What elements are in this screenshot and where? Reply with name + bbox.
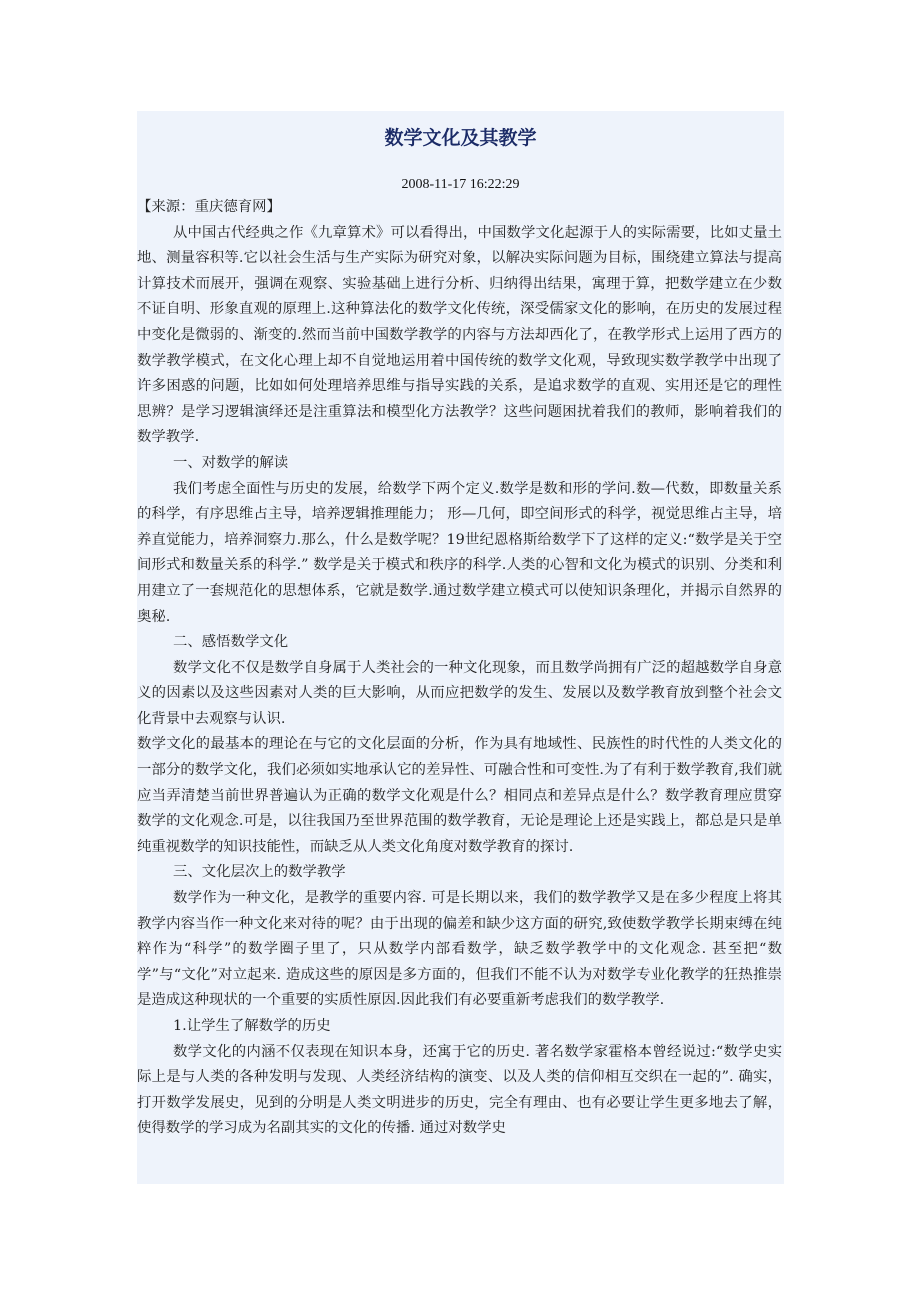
paragraph-theory: 数学文化的最基本的理论在与它的文化层面的分析，作为具有地域性、民族性的时代性的人类文化的一部分的数学文化，我们必须如实地承认它的差异性、可融合性和可变性.为了有利于数学教育,我们就应当弄清楚当前世界普遍认为正确的数学文化观是什么？相同点和差异点是什么？数学教育理应贯穿数学的文化观念.可是，以往我国乃至世界范围的数学教育，无论是理论上还是实践上，都总是只是单纯重视数学的知识技能性，而缺乏从人类文化角度对数学教育的探讨.	[137, 736, 782, 855]
section-heading-3: 三、文化层次上的数学教学	[173, 864, 346, 881]
paragraph-teaching: 数学作为一种文化，是教学的重要内容. 可是长期以来，我们的数学教学又是在多少程度上将其教学内容当作一种文化来对待的呢？由于出现的偏差和缺少这方面的研究,致使数学教学长期束缚在纯粹作为“科学”的数学圈子里了，只从数学内部看数学，缺乏数学教学中的文化观念. 甚至把“数学”与“文化”对立起来. 造成这些的原因是多方面的，但我们不能不认为对数学专业化教学的狂热推崇是造成这种现状的一个重要的实质性原因.因此我们有必要重新考虑我们的数学教学.	[137, 890, 782, 1009]
paragraph-culture: 数学文化不仅是数学自身属于人类社会的一种文化现象，而且数学尚拥有广泛的超越数学自身意义的因素以及这些因素对人类的巨大影响，从而应把数学的发生、发展以及数学教育放到整个社会文化背景中去观察与认识.	[137, 659, 782, 727]
paragraph-definition: 我们考虑全面性与历史的发展，给数学下两个定义.数学是数和形的学问.数—代数，即数量关系的科学，有序思维占主导，培养逻辑推理能力； 形—几何，即空间形式的科学，视觉思维占主导，培养直觉能力，培养洞察力.那么，什么是数学呢？19世纪恩格斯给数学下了这样的定义:“数学是关于空间形式和数量关系的科学.” 数学是关于模式和秩序的科学.人类的心智和文化为模式的识别、分类和利用建立了一套规范化的思想体系，它就是数学.通过数学建立模式可以使知识条理化，并揭示自然界的奥秘.	[137, 480, 782, 625]
paragraph-intro: 从中国古代经典之作《九章算术》可以看得出，中国数学文化起源于人的实际需要，比如丈量土地、测量容积等.它以社会生活与生产实际为研究对象，以解决实际问题为目标，围绕建立算法与提高计算技术而展开，强调在观察、实验基础上进行分析、归纳得出结果，寓理于算，把数学建立在少数不证自明、形象直观的原理上.这种算法化的数学文化传统，深受儒家文化的影响，在历史的发展过程中变化是微弱的、渐变的.然而当前中国数学教学的内容与方法却西化了，在教学形式上运用了西方的数学教学模式，在文化心理上却不自觉地运用着中国传统的数学文化观，导致现实数学教学中出现了许多困惑的问题，比如如何处理培养思维与指导实践的关系，是追求数学的直观、实用还是它的理性思辨？是学习逻辑演绎还是注重算法和模型化方法教学？这些问题困扰着我们的教师，影响着我们的数学教学.	[137, 224, 782, 446]
article-panel	[137, 111, 784, 1184]
paragraph-history: 数学文化的内涵不仅表现在知识本身，还寓于它的历史. 著名数学家霍格本曾经说过:“数学史实际上是与人类的各种发明与发现、人类经济结构的演变、以及人类的信仰相互交织在一起的”. 确实，打开数学发展史，见到的分明是人类文明进步的历史，完全有理由、也有必要让学生更多地去了解，使得数学的学习成为名副其实的文化的传播. 通过对数学史	[137, 1043, 782, 1137]
article-title: 数学文化及其教学	[384, 127, 537, 149]
subsection-heading-1: 1.让学生了解数学的历史	[173, 1018, 331, 1034]
article-body	[137, 195, 784, 1142]
section-heading-1: 一、对数学的解读	[173, 454, 289, 471]
article-source: 【来源：重庆德育网】	[137, 199, 281, 215]
section-heading-2: 二、感悟数学文化	[173, 634, 289, 651]
article-date: 2008-11-17 16:22:29	[401, 177, 520, 192]
